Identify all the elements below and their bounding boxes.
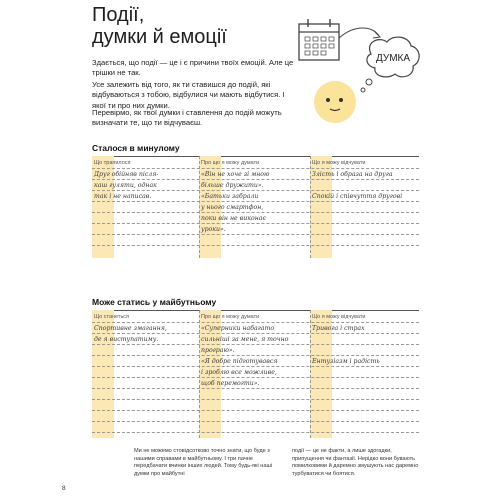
future-thought-line: програю». (201, 347, 235, 354)
future-col-divider-1 (199, 310, 200, 438)
page-title (92, 4, 227, 48)
future-event-line: Спортивне змагання, (94, 325, 167, 332)
past-col2-header: Про що я можу думати (201, 160, 260, 166)
future-divider (92, 310, 419, 311)
past-col1-header: Що трапилося (94, 160, 131, 166)
past-feeling-line: Спокій і співчуття другові (312, 193, 403, 200)
future-feeling-line: Ентузіазм і радість (312, 358, 380, 365)
bottom-text-right: події — це не факти, а лише здогадки, припущення чи фантазії. Нерідко вони бувають помилковими й даремно змушують нас даремно турбуватися чи боятися. (292, 448, 419, 477)
future-thought-line: щоб перемогти». (201, 380, 260, 387)
past-thought-line: «Він не хоче зі мною (201, 171, 270, 178)
intro-paragraph-2: Усе залежить від того, як ти ставишся до подій, які відбуваються з тобою, відбулися чи мають відбутися. І якої ти про них думки. (92, 80, 285, 110)
past-divider (92, 156, 419, 157)
future-section-title: Може статись у майбутньому (92, 297, 217, 307)
thought-bubble-icon (361, 37, 419, 92)
future-col1-header: Що станеться (94, 314, 130, 320)
intro-paragraph-1: Здається, що події — це і є причини твоїх емоцій. Але це трішки не так. (92, 58, 294, 78)
past-col-divider-1 (199, 156, 200, 258)
past-section-title: Сталося в минулому (92, 143, 180, 153)
future-rule (92, 399, 419, 400)
illustration (295, 10, 425, 135)
past-event-line: Друг обійняв після- (94, 171, 159, 178)
past-rule (92, 234, 419, 235)
past-thought-line: поки він не виконає (201, 215, 266, 222)
past-thought-line: більше дружити». (201, 182, 264, 189)
future-thought-line: сильніші за мене, я точно (201, 336, 289, 343)
past-thought-line: у нього смартфон, (201, 204, 264, 211)
intro-paragraph-3: Перевірмо, як твої думки і ставлення до подій можуть визначати те, що ти відчуваєш. (92, 108, 282, 128)
past-feeling-line: Злість і образа на друга (312, 171, 393, 178)
future-thought-line: «Я добре підготувався (201, 358, 278, 365)
past-thought-line: уроки». (201, 226, 226, 233)
past-col-divider-2 (310, 156, 311, 258)
past-rule (92, 245, 419, 246)
past-event-line: так і не написав. (94, 193, 152, 200)
past-thought-line: «Батьки забрали (201, 193, 259, 200)
bottom-text-left: Ми не можемо стовідсотково точно знати, що буде з нашими справами в майбутньому. І три пачне передбачати вчинки інших людей. Тому будь-які наші думки про майбутні (134, 448, 273, 477)
past-col3-header: Що я можу відчувати (312, 160, 366, 166)
future-thought-line: «Суперники набагато (201, 325, 275, 332)
calendar-icon (299, 19, 339, 60)
future-rule (92, 432, 419, 433)
future-thought-line: і зроблю все можливе, (201, 369, 277, 376)
future-rule (92, 410, 419, 411)
title-line-1: Події, (92, 4, 145, 26)
future-rule (92, 421, 419, 422)
title-line-2: думки й емоції (92, 26, 227, 48)
future-col2-header: Про що я можу думати (201, 314, 260, 320)
future-col3-header: Що я можу відчувати (312, 314, 366, 320)
future-event-line: де я виступатиму. (94, 336, 159, 343)
bubble-text: ДУМКА (375, 53, 411, 64)
face-icon (314, 81, 356, 123)
future-feeling-line: Тривога і страх (312, 325, 365, 332)
page-number: 8 (62, 485, 66, 492)
future-col-divider-2 (310, 310, 311, 438)
past-event-line: каш гуляти, однак (94, 182, 157, 189)
